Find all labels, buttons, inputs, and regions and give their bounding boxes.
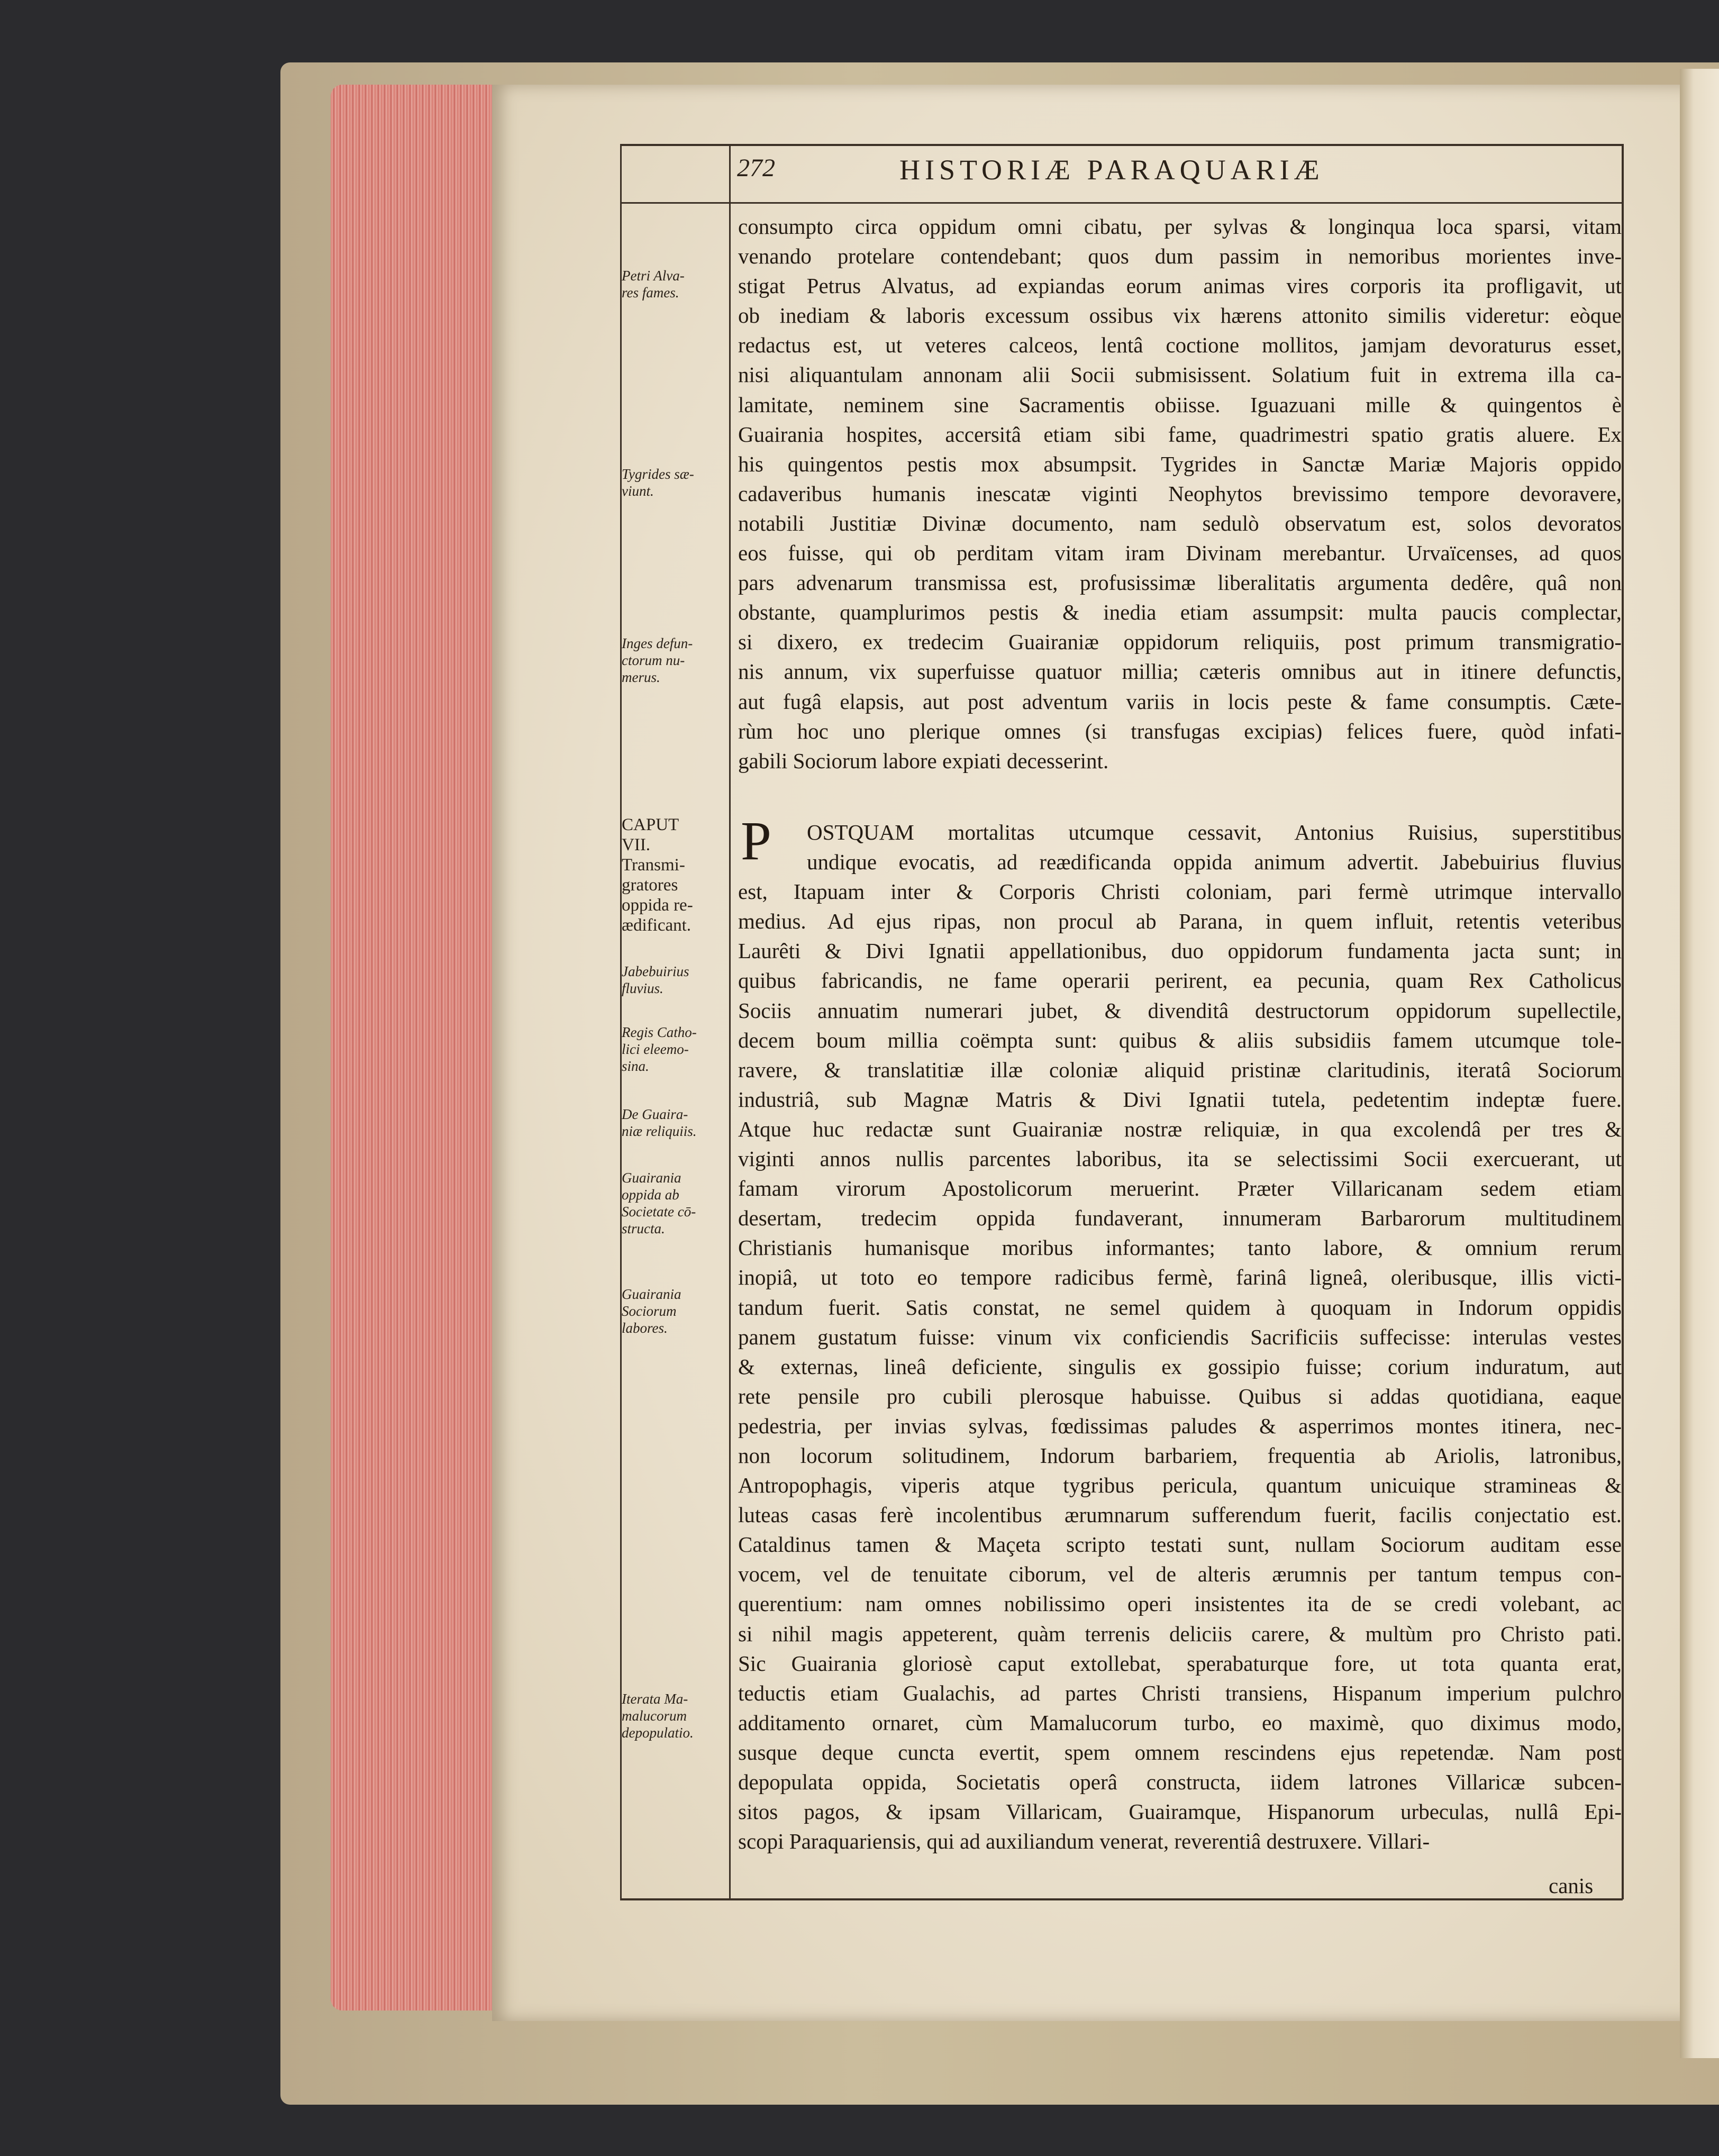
text-line: inopiâ, ut toto eo tempore radicibus fermè, farinâ ligneâ, oleribusque, illis victi- xyxy=(738,1265,1622,1290)
text-line: decem boum millia coëmpta sunt: quibus & aliis subsidiis famem utcumque tole- xyxy=(738,1027,1622,1052)
margin-right-rule xyxy=(729,144,731,1899)
text-line: stigat Petrus Alvatus, ad expiandas eorum animas vires corporis ita profligavit, ut xyxy=(738,274,1622,298)
margin-note: Tygrides sæ- viunt. xyxy=(622,466,694,499)
text-line: medius. Ad ejus ripas, non procul ab Parana, in quem influit, retentis veteribus xyxy=(738,909,1622,934)
header-rule xyxy=(620,144,1623,146)
text-line: ravere, & translatitiæ illæ coloniæ aliquid pristinæ claritudinis, iteratâ Sociorum xyxy=(738,1057,1622,1082)
text-line: tandum fuerit. Satis constat, ne semel quidem à quoquam in Indorum oppidis xyxy=(738,1295,1622,1320)
margin-note: Inges defun- ctorum nu- merus. xyxy=(622,635,693,685)
text-line: viginti annos nullis parcentes laboribus, ita se selectissimi Socii exercuerant, ut xyxy=(738,1147,1622,1171)
text-line: venando protelare contendebant; quos dum passim in nemoribus morientes inve- xyxy=(738,244,1622,269)
text-line: undique evocatis, ad reædificanda oppida animum advertit. Jabebuirius fluvius xyxy=(807,850,1622,875)
text-line: gabili Sociorum labore expiati decesserint. xyxy=(738,748,1109,773)
text-line: & externas, lineâ deficiente, singulis ex gossipio fuisse; corium induratum, aut xyxy=(738,1354,1622,1379)
text-line: Antropophagis, viperis atque tygribus pericula, quantum unicuique stramineas & xyxy=(738,1473,1622,1498)
header-underline xyxy=(620,202,1623,204)
text-line: additamento ornaret, cùm Mamalucorum turbo, eo maximè, quo diximus modo, xyxy=(738,1710,1622,1735)
text-line: scopi Paraquariensis, qui ad auxiliandum venerat, reverentiâ destruxere. Villari- xyxy=(738,1829,1430,1854)
margin-left-rule xyxy=(620,144,622,1899)
text-line: teductis etiam Gualachis, ad partes Christi transiens, Hispanum imperium pulchro xyxy=(738,1680,1622,1705)
margin-note: Regis Catho- lici eleemo- sina. xyxy=(622,1024,697,1074)
text-right-rule xyxy=(1622,144,1624,1899)
text-line: notabili Justitiæ Divinæ documento, nam sedulò observatum est, solos devoratos xyxy=(738,511,1622,535)
text-line: his quingentos pestis mox absumpsit. Tygrides in Sanctæ Mariæ Majoris oppido xyxy=(738,451,1622,476)
text-line: rete pensile pro cubili plerosque habuisse. Quibus si addas quotidiana, eaque xyxy=(738,1384,1622,1408)
facing-page-edge xyxy=(1680,69,1719,2058)
text-line: rùm hoc uno plerique omnes (si transfugas excipias) felices fuere, quòd infati- xyxy=(738,718,1622,743)
paragraph-1 xyxy=(738,212,1622,776)
text-line: Sociis annuatim numerari jubet, & divenditâ destructorum oppidorum supellectile, xyxy=(738,998,1622,1023)
page-edges xyxy=(331,85,503,2011)
footer-rule xyxy=(620,1898,1623,1900)
text-line: obstante, quamplurimos pestis & inedia etiam assumpsit: multa paucis complectar, xyxy=(738,600,1622,625)
text-line: industriâ, sub Magnæ Matris & Divi Ignatii tutela, pedetentim indeptæ fuere. xyxy=(738,1087,1622,1112)
text-line: pedestria, per invias sylvas, fœdissimas paludes & asperrimos montes itinera, nec- xyxy=(738,1413,1622,1438)
text-line: lamitate, neminem sine Sacramentis obiisse. Iguazuani mille & quingentos è xyxy=(738,392,1622,417)
text-line: cadaveribus humanis inescatæ viginti Neophytos brevissimo tempore devoravere, xyxy=(738,481,1622,506)
text-line: aut fugâ elapsis, aut post adventum variis in locis peste & fame consumptis. Cæte- xyxy=(738,689,1622,714)
text-line: nis annum, vix superfuisse quatuor millia; cæteris omnibus aut in itinere defunctis, xyxy=(738,659,1622,684)
text-line: Laurêti & Divi Ignatii appellationibus, duo oppidorum fundamenta jacta sunt; in xyxy=(738,939,1622,963)
text-line: consumpto circa oppidum omni cibatu, per sylvas & longinqua loca sparsi, vitam xyxy=(738,214,1622,239)
margin-note: De Guaira- niæ reliquiis. xyxy=(622,1106,697,1139)
text-line: nisi aliquantulam annonam alii Socii submisissent. Solatium fuit in extrema illa ca- xyxy=(738,362,1622,387)
text-line: desertam, tredecim oppida fundaverant, innumeram Barbarorum multitudinem xyxy=(738,1206,1622,1231)
text-line: Sic Guairania gloriosè caput extollebat, sperabaturque fore, ut tota quanta erat, xyxy=(738,1651,1622,1676)
paragraph-2 xyxy=(738,817,1622,1856)
text-line: panem gustatum fuisse: vinum vix conficiendis Sacrificiis suffecisse: interulas vestes xyxy=(738,1324,1622,1349)
text-line: Cataldinus tamen & Maçeta scripto testati sunt, nullam Sociorum auditam esse xyxy=(738,1532,1622,1557)
text-line: quibus fabricandis, ne fame operarii perirent, ea pecunia, quam Rex Catholicus xyxy=(738,968,1622,993)
text-line: si nihil magis appeterent, quàm terrenis deliciis carere, & multùm pro Christo pati. xyxy=(738,1621,1622,1646)
text-line: non locorum solitudinem, Indorum barbariem, frequentia ab Ariolis, latronibus, xyxy=(738,1443,1622,1468)
running-title: HISTORIÆ PARAQUARIÆ xyxy=(899,154,1324,186)
text-line: Christianis humanisque moribus informantes; tanto labore, & omnium rerum xyxy=(738,1235,1622,1260)
text-line: sitos pagos, & ipsam Villaricam, Guairamque, Hispanorum urbeculas, nullâ Epi- xyxy=(738,1799,1622,1824)
margin-note: Guairania Sociorum labores. xyxy=(622,1286,681,1336)
catchword: canis xyxy=(1549,1873,1594,1898)
text-line: vocem, vel de tenuitate ciborum, vel de alteris ærumnis per tantum tempus con- xyxy=(738,1562,1622,1587)
margin-note: CAPUT VII. Transmi- gratores oppida re- ædificant. xyxy=(622,815,693,935)
text-line: pars advenarum transmissa est, profusissimæ liberalitatis argumenta dedêre, quâ non xyxy=(738,570,1622,595)
text-line: ob inediam & laboris excessum ossibus vix hærens attonito similis videretur: eòque xyxy=(738,303,1622,328)
margin-note: Jabebuirius fluvius. xyxy=(622,963,689,996)
text-line: redactus est, ut veteres calceos, lentâ coctione mollitos, jamjam devoraturus esset, xyxy=(738,333,1622,358)
text-line: susque deque cuncta evertit, spem omnem rescindens ejus repetendæ. Nam post xyxy=(738,1740,1622,1764)
text-line: est, Itapuam inter & Corporis Christi coloniam, pari fermè utrimque intervallo xyxy=(738,879,1622,904)
text-line: Atque huc redactæ sunt Guairaniæ nostræ reliquiæ, in qua excolendâ per tres & xyxy=(738,1116,1622,1141)
text-line: OSTQUAM mortalitas utcumque cessavit, Antonius Ruisius, superstitibus xyxy=(807,820,1622,844)
text-line: depopulata oppida, Societatis operâ constructa, iidem latrones Villaricæ subcen- xyxy=(738,1770,1622,1794)
margin-note: Guairania oppida ab Societate cō- structa. xyxy=(622,1170,696,1236)
page-number: 272 xyxy=(737,154,775,182)
text-line: si dixero, ex tredecim Guairaniæ oppidorum reliquiis, post primum transmigratio- xyxy=(738,630,1622,654)
text-line: luteas casas ferè incolentibus ærumnarum sufferendum fuerit, facilis conjectatio est. xyxy=(738,1503,1622,1527)
margin-note: Iterata Ma- malucorum depopulatio. xyxy=(622,1691,694,1741)
drop-cap: P xyxy=(741,811,771,871)
text-line: eos fuisse, qui ob perditam vitam iram Divinam merebantur. Urvaïcenses, ad quos xyxy=(738,541,1622,566)
text-line: querentium: nam omnes nobilissimo operi insistentes ita de se credi volebant, ac xyxy=(738,1591,1622,1616)
text-line: famam virorum Apostolicorum meruerint. Præter Villaricanam sedem etiam xyxy=(738,1176,1622,1201)
margin-note: Petri Alva- res fames. xyxy=(622,268,685,301)
text-line: Guairania hospites, accersitâ etiam sibi fame, quadrimestri spatio gratis aluere. Ex xyxy=(738,422,1622,447)
